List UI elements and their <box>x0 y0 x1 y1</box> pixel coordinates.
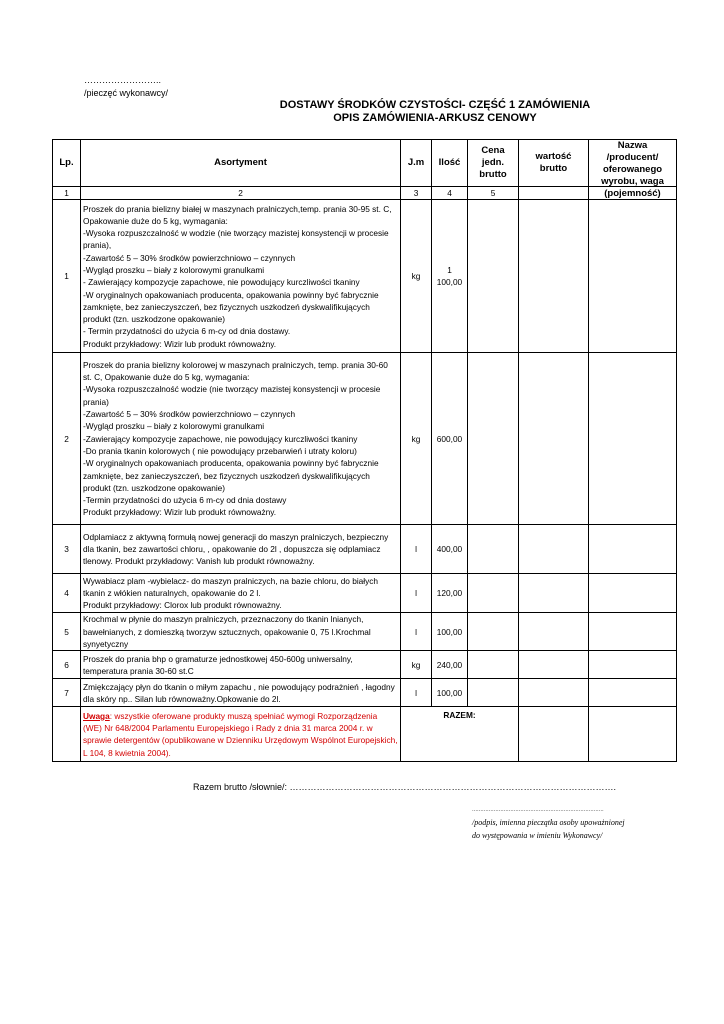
col-header-asortyment: Asortyment <box>81 140 401 187</box>
stamp-label: /pieczęć wykonawcy/ <box>84 88 169 98</box>
table-header-row <box>53 140 677 187</box>
row-quantity: 120,00 <box>432 574 468 613</box>
row-product-name-cell[interactable] <box>589 574 677 613</box>
col-header-jm: J.m <box>401 140 432 187</box>
row-total-cell[interactable] <box>519 574 589 613</box>
col-header-nazwa <box>589 139 677 199</box>
row-quantity: 100,00 <box>432 679 468 707</box>
row-description-text: Wywabiacz plam -wybielacz- do maszyn pralniczych, na bazie chloru, do białych tkanin z włókien naturalnych, opakowanie do 2 l. Produkt przykładowy: Clorox lub produkt równoważny. <box>83 575 379 611</box>
row-description-text: Zmiękczający płyn do tkanin o miłym zapachu , nie powodujący podrażnień , łagodny dla skóry np.. Silan lub równoważny.Opkowanie do 2l. <box>83 681 395 704</box>
note-text: : wszystkie oferowane produkty muszą spełniać wymogi Rozporządzenia (WE) Nr 648/2004 Parlamentu Europejskiego i Rady z dnia 31 marca 2004 r. w sprawie detergentów (opublikowane w Dzienniku Urzędowym Wspólnot Europejskich, L 104, 8 kwietnia 2004). <box>83 710 398 758</box>
summary-empty-cell <box>589 707 677 762</box>
row-total-cell[interactable] <box>519 651 589 679</box>
col-header-ilosc: Ilość <box>432 140 468 187</box>
row-product-name-cell[interactable] <box>589 613 677 651</box>
row-unit-price-cell[interactable] <box>468 679 519 707</box>
table-row <box>53 353 677 525</box>
total-in-words-line: Razem brutto /słownie/: ………………………………………………………………………………………………. <box>193 782 617 792</box>
regulation-note <box>81 707 401 762</box>
numbering-cell: 1 <box>53 187 81 200</box>
col-header-wartosc: wartość brutto <box>519 140 589 187</box>
row-unit: l <box>401 574 432 613</box>
row-description <box>81 651 401 679</box>
table-row <box>53 651 677 679</box>
row-product-name-cell[interactable] <box>589 200 677 353</box>
summary-row <box>53 707 677 762</box>
row-total-cell[interactable] <box>519 353 589 525</box>
row-lp: 1 <box>53 200 81 353</box>
price-table <box>52 139 677 762</box>
signature-caption-line1: /podpis, imienna pieczątka osoby upoważnionej <box>472 818 625 827</box>
row-unit-price-cell[interactable] <box>468 525 519 574</box>
row-quantity: 240,00 <box>432 651 468 679</box>
table-row <box>53 613 677 651</box>
col-header-nazwa-text: Nazwa /producent/ oferowanego wyrobu, waga (pojemność) <box>601 139 664 199</box>
row-unit: l <box>401 613 432 651</box>
note-label: Uwaga <box>83 710 110 721</box>
numbering-cell: 5 <box>468 187 519 200</box>
grand-total-cell[interactable] <box>519 707 589 762</box>
row-description <box>81 353 401 525</box>
row-unit: kg <box>401 651 432 679</box>
row-total-cell[interactable] <box>519 200 589 353</box>
row-description <box>81 200 401 353</box>
row-lp: 5 <box>53 613 81 651</box>
col-header-lp: Lp. <box>53 140 81 187</box>
row-unit: l <box>401 525 432 574</box>
signature-caption-line2: do występowania w imieniu Wykonawcy/ <box>472 831 603 840</box>
numbering-cell: 3 <box>401 187 432 200</box>
row-quantity: 400,00 <box>432 525 468 574</box>
numbering-cell: 2 <box>81 187 401 200</box>
stamp-dotted-line: …………………….. <box>84 75 162 85</box>
row-description-text: Proszek do prania bhp o gramaturze jednostkowej 450-600g uniwersalny, temperatura prania 30-60 st.C <box>83 653 353 676</box>
row-lp: 4 <box>53 574 81 613</box>
numbering-cell <box>519 187 589 200</box>
row-product-name-cell[interactable] <box>589 651 677 679</box>
row-quantity: 100,00 <box>432 613 468 651</box>
row-product-name-cell[interactable] <box>589 525 677 574</box>
page-subtitle: OPIS ZAMÓWIENIA-ARKUSZ CENOWY <box>333 112 537 124</box>
signature-dotted-line: ............................................................................... <box>472 807 604 813</box>
row-description-text: Odplamiacz z aktywną formułą nowej generacji do maszyn pralniczych, bezpieczny dla tkanin, bez zawartości chloru, , opakowanie do 2l , dopuszcza się odplamiacz tlenowy. Produkt przykładowy: Vanish lub produkt równoważny. <box>83 531 389 567</box>
row-unit: kg <box>401 353 432 525</box>
table-row <box>53 679 677 707</box>
row-description <box>81 679 401 707</box>
summary-empty-cell <box>53 707 81 762</box>
razem-label: RAZEM: <box>401 707 519 762</box>
table-row <box>53 200 677 353</box>
row-unit: l <box>401 679 432 707</box>
table-row <box>53 574 677 613</box>
row-quantity: 600,00 <box>432 353 468 525</box>
row-unit-price-cell[interactable] <box>468 353 519 525</box>
row-product-name-cell[interactable] <box>589 679 677 707</box>
row-lp: 3 <box>53 525 81 574</box>
row-unit-price-cell[interactable] <box>468 200 519 353</box>
page-title: DOSTAWY ŚRODKÓW CZYSTOŚCI- CZĘŚĆ 1 ZAMÓWIENIA <box>279 99 591 111</box>
row-lp: 7 <box>53 679 81 707</box>
row-unit-price-cell[interactable] <box>468 574 519 613</box>
row-total-cell[interactable] <box>519 525 589 574</box>
row-unit-price-cell[interactable] <box>468 651 519 679</box>
row-total-cell[interactable] <box>519 613 589 651</box>
row-description <box>81 613 401 651</box>
row-lp: 2 <box>53 353 81 525</box>
row-unit: kg <box>401 200 432 353</box>
numbering-row <box>53 187 677 200</box>
table-row <box>53 525 677 574</box>
row-description <box>81 525 401 574</box>
row-description-text: Krochmal w płynie do maszyn pralniczych, przeznaczony do tkanin lnianych, bawełnianych, z domieszką tworzyw sztucznych, opakowanie 0, 75 l.Krochmal synyetyczny <box>83 614 371 649</box>
numbering-cell: 4 <box>432 187 468 200</box>
row-unit-price-cell[interactable] <box>468 613 519 651</box>
row-description <box>81 574 401 613</box>
row-description-text: Proszek do prania bielizny kolorowej w maszynach pralniczych, temp. prania 30-60 st. C, Opakowanie duże do 5 kg, wymagania: -Wysoka rozpuszczalność wodzie (nie tworzący mazistej konsystencji w procesie prania) -Zawartość 5 – 30% środków powierzchniowo – czynnych -Wygląd proszku – biały z kolorowymi granulkami -Zawierający kompozycje zapachowe, nie powodujący kurczliwości tkaniny -Do prania tkanin kolorowych ( nie powodujący przebarwień i utraty koloru) -W oryginalnych opakowaniach producenta, opakowania powinny być fabrycznie zamknięte, bez zanieczyszczeń, bez fizycznych uszkodzeń dyskwalifikujących produkt (tzn. uszkodzone opakowanie) -Termin przydatności do użycia 6 m-cy od dnia dostawy Produkt przykładowy: Wizir lub produkt równoważny. <box>83 359 388 518</box>
row-total-cell[interactable] <box>519 679 589 707</box>
row-product-name-cell[interactable] <box>589 353 677 525</box>
row-lp: 6 <box>53 651 81 679</box>
row-description-text: Proszek do prania bielizny białej w maszynach pralniczych,temp. prania 30-95 st. C, Opakowanie duże do 5 kg, wymagania: -Wysoka rozpuszczalność w wodzie (nie tworzący mazistej konsystencji w procesie prania), -Zawartość 5 – 30% środków powierzchniowo – czynnych -Wygląd proszku – biały z kolorowymi granulkami - Zawierający kompozycje zapachowe, nie powodujący kurczliwości tkaniny -W oryginalnych opakowaniach producenta, opakowania powinny być fabrycznie zamknięte, bez zanieczyszczeń, bez fizycznych uszkodzeń dyskwalifikujących produkt (tzn. uszkodzone opakowanie) - Termin przydatności do użycia 6 m-cy od dnia dostawy. Produkt przykładowy: Wizir lub produkt równoważny. <box>83 203 392 349</box>
row-quantity: 1 100,00 <box>432 200 468 353</box>
col-header-cena: Cena jedn. brutto <box>468 140 519 187</box>
